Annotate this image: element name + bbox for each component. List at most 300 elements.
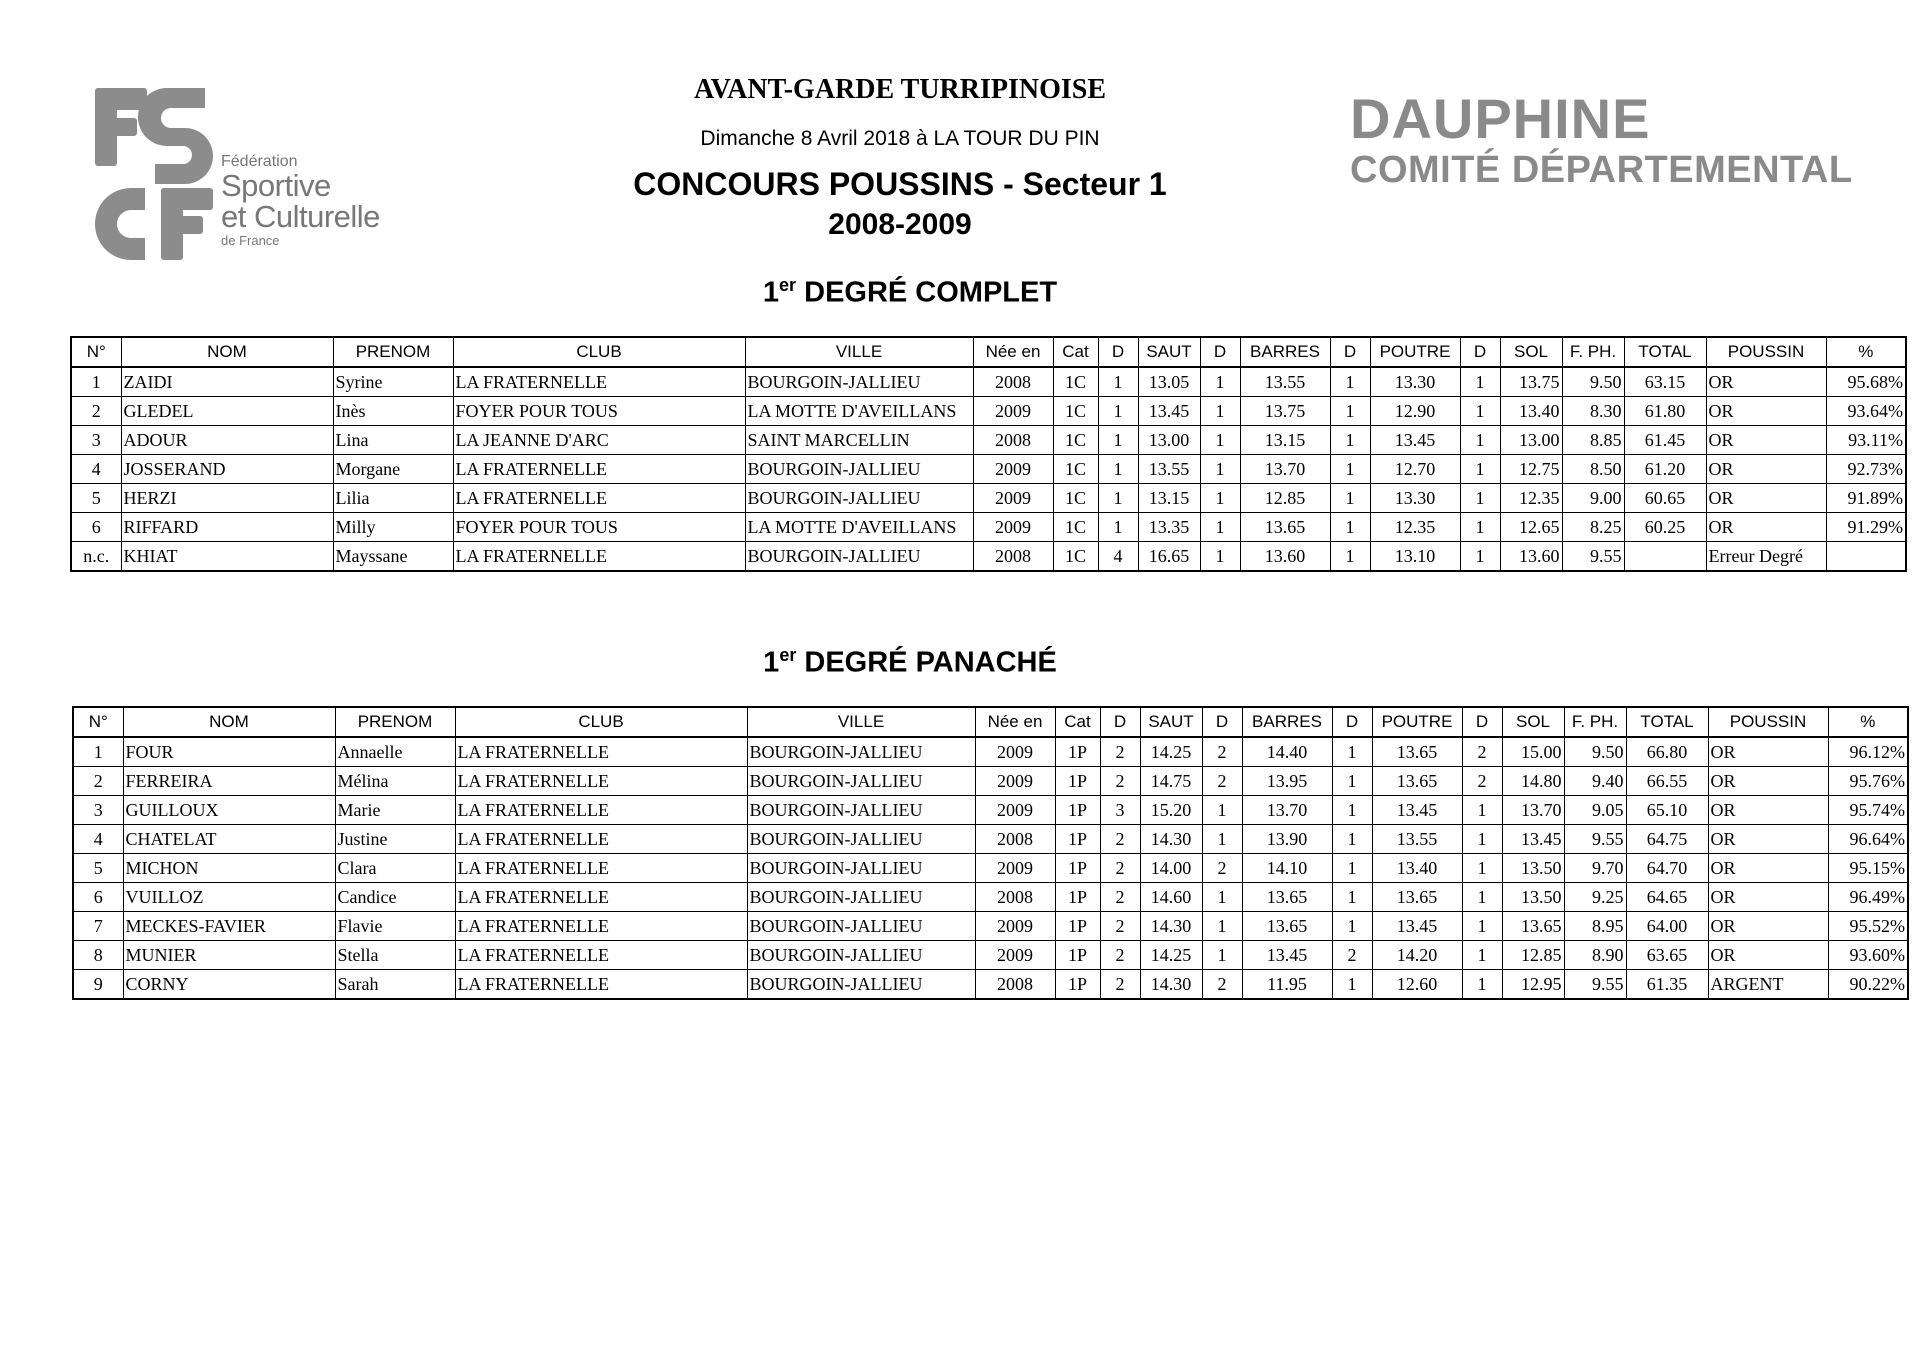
cell-nee-en: 2008 (975, 970, 1055, 1000)
column-header-total: TOTAL (1624, 337, 1706, 367)
cell-sol: 12.95 (1502, 970, 1564, 1000)
cell-prenom: Mayssane (333, 542, 453, 572)
cell-total: 61.80 (1624, 397, 1706, 426)
cell-sol: 13.00 (1500, 426, 1562, 455)
section-title-text: DEGRÉ COMPLET (796, 276, 1058, 309)
column-header-ville: VILLE (747, 707, 975, 737)
cell-poussin: OR (1706, 513, 1826, 542)
cell-f-ph: 9.50 (1562, 367, 1624, 397)
dauphine-title: DAUPHINE (1350, 87, 1651, 150)
cell-prenom: Stella (335, 941, 455, 970)
table-row (73, 970, 1908, 1000)
cell-poussin: OR (1708, 941, 1828, 970)
cell-club: LA FRATERNELLE (455, 941, 747, 970)
cell-d-barres: 2 (1202, 970, 1242, 1000)
cell-cat: 1P (1055, 941, 1100, 970)
cell-club: LA FRATERNELLE (455, 825, 747, 854)
column-header-nom: NOM (121, 337, 333, 367)
cell-num: 3 (71, 426, 121, 455)
column-header-sol: SOL (1502, 707, 1564, 737)
cell-d-saut: 2 (1100, 737, 1140, 767)
table-row (73, 737, 1908, 767)
cell-club: LA FRATERNELLE (455, 796, 747, 825)
cell-barres: 13.70 (1242, 796, 1332, 825)
cell-prenom: Mélina (335, 767, 455, 796)
cell-nom: KHIAT (121, 542, 333, 572)
cell-saut: 13.00 (1138, 426, 1200, 455)
cell-poussin: OR (1708, 854, 1828, 883)
cell-barres: 13.15 (1240, 426, 1330, 455)
cell-d-sol: 1 (1462, 825, 1502, 854)
cell-sol: 13.45 (1502, 825, 1564, 854)
cell-nee-en: 2008 (973, 426, 1053, 455)
cell-prenom: Inès (333, 397, 453, 426)
cell-ville: BOURGOIN-JALLIEU (747, 825, 975, 854)
dauphine-subtitle: COMITÉ DÉPARTEMENTAL (1350, 148, 1853, 191)
cell-d-barres: 1 (1200, 426, 1240, 455)
column-header-nee-en: Née en (973, 337, 1053, 367)
column-header-cat: Cat (1055, 707, 1100, 737)
cell-ville: BOURGOIN-JALLIEU (747, 970, 975, 1000)
cell-saut: 14.30 (1140, 970, 1202, 1000)
cell-percent: 91.89% (1826, 484, 1906, 513)
cell-ville: BOURGOIN-JALLIEU (747, 883, 975, 912)
column-header-num: N° (71, 337, 121, 367)
cell-barres: 11.95 (1242, 970, 1332, 1000)
fscf-emblem-icon (95, 88, 215, 263)
cell-poussin: OR (1706, 397, 1826, 426)
cell-sol: 12.35 (1500, 484, 1562, 513)
cell-d-sol: 1 (1460, 426, 1500, 455)
cell-cat: 1P (1055, 767, 1100, 796)
cell-cat: 1C (1053, 455, 1098, 484)
cell-f-ph: 8.90 (1564, 941, 1626, 970)
cell-num: 6 (73, 883, 123, 912)
column-header-f-ph: F. PH. (1562, 337, 1624, 367)
cell-cat: 1C (1053, 397, 1098, 426)
cell-nee-en: 2009 (973, 397, 1053, 426)
column-header-club: CLUB (455, 707, 747, 737)
cell-poutre: 13.65 (1372, 767, 1462, 796)
cell-d-poutre: 1 (1330, 426, 1370, 455)
column-header-club: CLUB (453, 337, 745, 367)
cell-poutre: 13.65 (1372, 883, 1462, 912)
cell-f-ph: 8.25 (1562, 513, 1624, 542)
event-date-place: Dimanche 8 Avril 2018 à LA TOUR DU PIN (700, 127, 1100, 150)
cell-num: 1 (73, 737, 123, 767)
cell-club: LA FRATERNELLE (453, 542, 745, 572)
cell-ville: BOURGOIN-JALLIEU (747, 796, 975, 825)
cell-prenom: Lina (333, 426, 453, 455)
section-title-complet (500, 275, 1320, 310)
cell-sol: 12.85 (1502, 941, 1564, 970)
cell-nom: GLEDEL (121, 397, 333, 426)
cell-saut: 13.45 (1138, 397, 1200, 426)
cell-percent: 95.76% (1828, 767, 1908, 796)
cell-sol: 13.75 (1500, 367, 1562, 397)
cell-d-poutre: 1 (1332, 767, 1372, 796)
column-header-d-saut: D (1098, 337, 1138, 367)
cell-club: LA FRATERNELLE (453, 484, 745, 513)
cell-barres: 13.70 (1240, 455, 1330, 484)
cell-total: 64.65 (1626, 883, 1708, 912)
cell-club: LA FRATERNELLE (455, 854, 747, 883)
logo-line-de-france: de France (221, 233, 280, 248)
cell-sol: 13.50 (1502, 854, 1564, 883)
cell-nom: JOSSERAND (121, 455, 333, 484)
cell-prenom: Morgane (333, 455, 453, 484)
cell-num: 4 (71, 455, 121, 484)
cell-d-barres: 1 (1202, 941, 1242, 970)
cell-d-barres: 1 (1202, 912, 1242, 941)
cell-total: 64.75 (1626, 825, 1708, 854)
column-header-d-barres: D (1202, 707, 1242, 737)
cell-barres: 12.85 (1240, 484, 1330, 513)
cell-d-sol: 1 (1462, 883, 1502, 912)
cell-sol: 15.00 (1502, 737, 1564, 767)
cell-total: 60.25 (1624, 513, 1706, 542)
column-header-poussin: POUSSIN (1706, 337, 1826, 367)
cell-d-barres: 2 (1202, 854, 1242, 883)
cell-ville: BOURGOIN-JALLIEU (747, 854, 975, 883)
cell-prenom: Milly (333, 513, 453, 542)
cell-prenom: Marie (335, 796, 455, 825)
cell-percent: 90.22% (1828, 970, 1908, 1000)
header-row (71, 337, 1906, 367)
cell-num: 5 (71, 484, 121, 513)
cell-barres: 13.65 (1242, 883, 1332, 912)
cell-barres: 13.45 (1242, 941, 1332, 970)
table-row (71, 484, 1906, 513)
cell-barres: 13.65 (1242, 912, 1332, 941)
cell-nee-en: 2009 (973, 513, 1053, 542)
cell-d-sol: 1 (1462, 970, 1502, 1000)
table-row (71, 426, 1906, 455)
cell-club: LA FRATERNELLE (455, 737, 747, 767)
cell-saut: 13.05 (1138, 367, 1200, 397)
cell-prenom: Annaelle (335, 737, 455, 767)
cell-nee-en: 2009 (975, 854, 1055, 883)
cell-d-sol: 1 (1462, 941, 1502, 970)
cell-d-poutre: 1 (1330, 367, 1370, 397)
cell-d-saut: 2 (1100, 941, 1140, 970)
cell-total: 63.15 (1624, 367, 1706, 397)
section-title-text: DEGRÉ PANACHÉ (796, 646, 1057, 679)
cell-saut: 14.30 (1140, 912, 1202, 941)
table-row (73, 883, 1908, 912)
cell-d-sol: 2 (1462, 737, 1502, 767)
cell-ville: BOURGOIN-JALLIEU (747, 912, 975, 941)
cell-d-sol: 1 (1460, 513, 1500, 542)
cell-total: 65.10 (1626, 796, 1708, 825)
cell-total: 64.70 (1626, 854, 1708, 883)
cell-d-barres: 1 (1200, 455, 1240, 484)
cell-poutre: 13.30 (1370, 367, 1460, 397)
cell-nee-en: 2008 (973, 367, 1053, 397)
cell-saut: 15.20 (1140, 796, 1202, 825)
column-header-barres: BARRES (1242, 707, 1332, 737)
cell-saut: 16.65 (1138, 542, 1200, 572)
cell-total: 66.55 (1626, 767, 1708, 796)
cell-poutre: 13.45 (1372, 796, 1462, 825)
cell-d-poutre: 1 (1332, 970, 1372, 1000)
cell-poussin: OR (1706, 455, 1826, 484)
cell-d-saut: 2 (1100, 912, 1140, 941)
cell-nom: ADOUR (121, 426, 333, 455)
fscf-logo-text (221, 154, 380, 247)
column-header-sol: SOL (1500, 337, 1562, 367)
cell-prenom: Flavie (335, 912, 455, 941)
table-row (73, 912, 1908, 941)
cell-f-ph: 9.70 (1564, 854, 1626, 883)
cell-sol: 12.75 (1500, 455, 1562, 484)
cell-poutre: 13.55 (1372, 825, 1462, 854)
cell-club: LA FRATERNELLE (455, 912, 747, 941)
cell-d-saut: 1 (1098, 397, 1138, 426)
cell-d-poutre: 1 (1332, 854, 1372, 883)
cell-club: LA FRATERNELLE (455, 883, 747, 912)
cell-ville: SAINT MARCELLIN (745, 426, 973, 455)
section-title-sup: er (779, 645, 797, 665)
cell-saut: 14.25 (1140, 737, 1202, 767)
cell-d-saut: 1 (1098, 367, 1138, 397)
cell-saut: 14.25 (1140, 941, 1202, 970)
cell-ville: BOURGOIN-JALLIEU (745, 455, 973, 484)
cell-d-sol: 2 (1462, 767, 1502, 796)
cell-total (1624, 542, 1706, 572)
cell-d-sol: 1 (1460, 455, 1500, 484)
column-header-percent: % (1828, 707, 1908, 737)
cell-d-saut: 2 (1100, 767, 1140, 796)
cell-d-sol: 1 (1462, 854, 1502, 883)
cell-poussin: OR (1708, 825, 1828, 854)
cell-cat: 1P (1055, 737, 1100, 767)
cell-d-saut: 2 (1100, 883, 1140, 912)
column-header-prenom: PRENOM (333, 337, 453, 367)
cell-total: 60.65 (1624, 484, 1706, 513)
cell-nom: RIFFARD (121, 513, 333, 542)
cell-num: n.c. (71, 542, 121, 572)
cell-poutre: 13.45 (1370, 426, 1460, 455)
column-header-d-barres: D (1200, 337, 1240, 367)
column-header-saut: SAUT (1140, 707, 1202, 737)
cell-poussin: ARGENT (1708, 970, 1828, 1000)
cell-saut: 13.35 (1138, 513, 1200, 542)
cell-club: LA FRATERNELLE (455, 970, 747, 1000)
cell-saut: 13.15 (1138, 484, 1200, 513)
column-header-d-sol: D (1462, 707, 1502, 737)
cell-d-saut: 2 (1100, 825, 1140, 854)
column-header-d-poutre: D (1330, 337, 1370, 367)
column-header-poussin: POUSSIN (1708, 707, 1828, 737)
cell-percent: 93.64% (1826, 397, 1906, 426)
cell-percent: 93.11% (1826, 426, 1906, 455)
cell-d-saut: 2 (1100, 854, 1140, 883)
fscf-logo (95, 88, 425, 263)
cell-nom: FOUR (123, 737, 335, 767)
cell-poutre: 12.60 (1372, 970, 1462, 1000)
cell-d-saut: 1 (1098, 455, 1138, 484)
cell-num: 6 (71, 513, 121, 542)
cell-cat: 1P (1055, 970, 1100, 1000)
cell-d-sol: 1 (1460, 367, 1500, 397)
section-title-number: 1 (763, 646, 780, 679)
cell-d-barres: 1 (1200, 484, 1240, 513)
cell-percent: 93.60% (1828, 941, 1908, 970)
cell-club: LA FRATERNELLE (453, 367, 745, 397)
cell-d-barres: 1 (1200, 542, 1240, 572)
cell-d-barres: 1 (1200, 513, 1240, 542)
cell-barres: 14.10 (1242, 854, 1332, 883)
results-table-complet (70, 336, 1907, 572)
cell-percent: 96.12% (1828, 737, 1908, 767)
table-row (71, 397, 1906, 426)
table-row (73, 854, 1908, 883)
cell-saut: 14.60 (1140, 883, 1202, 912)
cell-prenom: Lilia (333, 484, 453, 513)
table-row (73, 825, 1908, 854)
cell-percent: 96.49% (1828, 883, 1908, 912)
table-row (71, 367, 1906, 397)
cell-f-ph: 8.50 (1562, 455, 1624, 484)
cell-poutre: 13.10 (1370, 542, 1460, 572)
cell-d-barres: 1 (1200, 397, 1240, 426)
cell-nom: GUILLOUX (123, 796, 335, 825)
column-header-cat: Cat (1053, 337, 1098, 367)
cell-d-poutre: 1 (1332, 883, 1372, 912)
cell-nee-en: 2009 (975, 912, 1055, 941)
cell-poutre: 13.45 (1372, 912, 1462, 941)
column-header-poutre: POUTRE (1372, 707, 1462, 737)
cell-num: 1 (71, 367, 121, 397)
table-row (71, 455, 1906, 484)
column-header-d-poutre: D (1332, 707, 1372, 737)
cell-d-saut: 1 (1098, 484, 1138, 513)
cell-percent: 92.73% (1826, 455, 1906, 484)
table-row (71, 513, 1906, 542)
dauphine-logo (1350, 87, 1853, 192)
cell-d-poutre: 1 (1332, 825, 1372, 854)
cell-d-barres: 1 (1200, 367, 1240, 397)
organizer-heading: AVANT-GARDE TURRIPINOISE (693, 74, 1107, 105)
cell-saut: 14.00 (1140, 854, 1202, 883)
cell-nom: VUILLOZ (123, 883, 335, 912)
cell-poutre: 13.40 (1372, 854, 1462, 883)
cell-d-barres: 1 (1202, 796, 1242, 825)
competition-title: CONCOURS POUSSINS - Secteur 1 (633, 166, 1167, 202)
cell-saut: 14.75 (1140, 767, 1202, 796)
cell-poutre: 12.90 (1370, 397, 1460, 426)
cell-cat: 1P (1055, 854, 1100, 883)
cell-percent: 96.64% (1828, 825, 1908, 854)
cell-d-barres: 2 (1202, 737, 1242, 767)
cell-percent (1826, 542, 1906, 572)
cell-nom: FERREIRA (123, 767, 335, 796)
table-row (73, 796, 1908, 825)
cell-num: 8 (73, 941, 123, 970)
cell-d-poutre: 2 (1332, 941, 1372, 970)
cell-club: LA FRATERNELLE (453, 455, 745, 484)
cell-poussin: Erreur Degré (1706, 542, 1826, 572)
header-row (73, 707, 1908, 737)
cell-cat: 1C (1053, 484, 1098, 513)
cell-d-saut: 1 (1098, 513, 1138, 542)
cell-percent: 95.15% (1828, 854, 1908, 883)
cell-nom: MUNIER (123, 941, 335, 970)
cell-poutre: 13.65 (1372, 737, 1462, 767)
cell-f-ph: 9.55 (1564, 970, 1626, 1000)
logo-line-federation: Fédération (221, 153, 298, 170)
cell-ville: BOURGOIN-JALLIEU (747, 767, 975, 796)
cell-cat: 1C (1053, 542, 1098, 572)
cell-nee-en: 2009 (973, 455, 1053, 484)
cell-prenom: Sarah (335, 970, 455, 1000)
logo-line-culturelle: et Culturelle (221, 199, 380, 234)
cell-nom: CHATELAT (123, 825, 335, 854)
cell-poussin: OR (1708, 737, 1828, 767)
cell-barres: 13.55 (1240, 367, 1330, 397)
cell-f-ph: 9.00 (1562, 484, 1624, 513)
table-row (73, 941, 1908, 970)
cell-prenom: Candice (335, 883, 455, 912)
cell-poussin: OR (1708, 796, 1828, 825)
cell-ville: LA MOTTE D'AVEILLANS (745, 397, 973, 426)
column-header-num: N° (73, 707, 123, 737)
cell-percent: 95.74% (1828, 796, 1908, 825)
cell-club: FOYER POUR TOUS (453, 397, 745, 426)
cell-poussin: OR (1708, 883, 1828, 912)
cell-barres: 13.60 (1240, 542, 1330, 572)
cell-sol: 14.80 (1502, 767, 1564, 796)
cell-ville: BOURGOIN-JALLIEU (745, 484, 973, 513)
cell-nee-en: 2008 (975, 883, 1055, 912)
column-header-poutre: POUTRE (1370, 337, 1460, 367)
column-header-f-ph: F. PH. (1564, 707, 1626, 737)
cell-prenom: Justine (335, 825, 455, 854)
cell-sol: 13.50 (1502, 883, 1564, 912)
cell-cat: 1C (1053, 426, 1098, 455)
cell-poussin: OR (1708, 767, 1828, 796)
cell-sol: 13.60 (1500, 542, 1562, 572)
cell-sol: 13.40 (1500, 397, 1562, 426)
cell-poutre: 14.20 (1372, 941, 1462, 970)
cell-poussin: OR (1706, 367, 1826, 397)
cell-barres: 13.90 (1242, 825, 1332, 854)
cell-sol: 12.65 (1500, 513, 1562, 542)
cell-d-saut: 1 (1098, 426, 1138, 455)
logo-line-sportive: Sportive (221, 168, 331, 203)
cell-num: 3 (73, 796, 123, 825)
cell-percent: 95.68% (1826, 367, 1906, 397)
cell-d-poutre: 1 (1330, 484, 1370, 513)
section-title-panache (500, 645, 1320, 680)
cell-f-ph: 9.55 (1564, 825, 1626, 854)
cell-percent: 91.29% (1826, 513, 1906, 542)
column-header-nom: NOM (123, 707, 335, 737)
cell-poussin: OR (1706, 484, 1826, 513)
cell-f-ph: 8.95 (1564, 912, 1626, 941)
cell-nom: ZAIDI (121, 367, 333, 397)
cell-f-ph: 9.25 (1564, 883, 1626, 912)
cell-club: FOYER POUR TOUS (453, 513, 745, 542)
cell-total: 63.65 (1626, 941, 1708, 970)
cell-poutre: 12.70 (1370, 455, 1460, 484)
cell-d-barres: 1 (1202, 825, 1242, 854)
cell-barres: 13.95 (1242, 767, 1332, 796)
birth-years: 2008-2009 (828, 208, 972, 241)
cell-total: 61.35 (1626, 970, 1708, 1000)
column-header-d-sol: D (1460, 337, 1500, 367)
